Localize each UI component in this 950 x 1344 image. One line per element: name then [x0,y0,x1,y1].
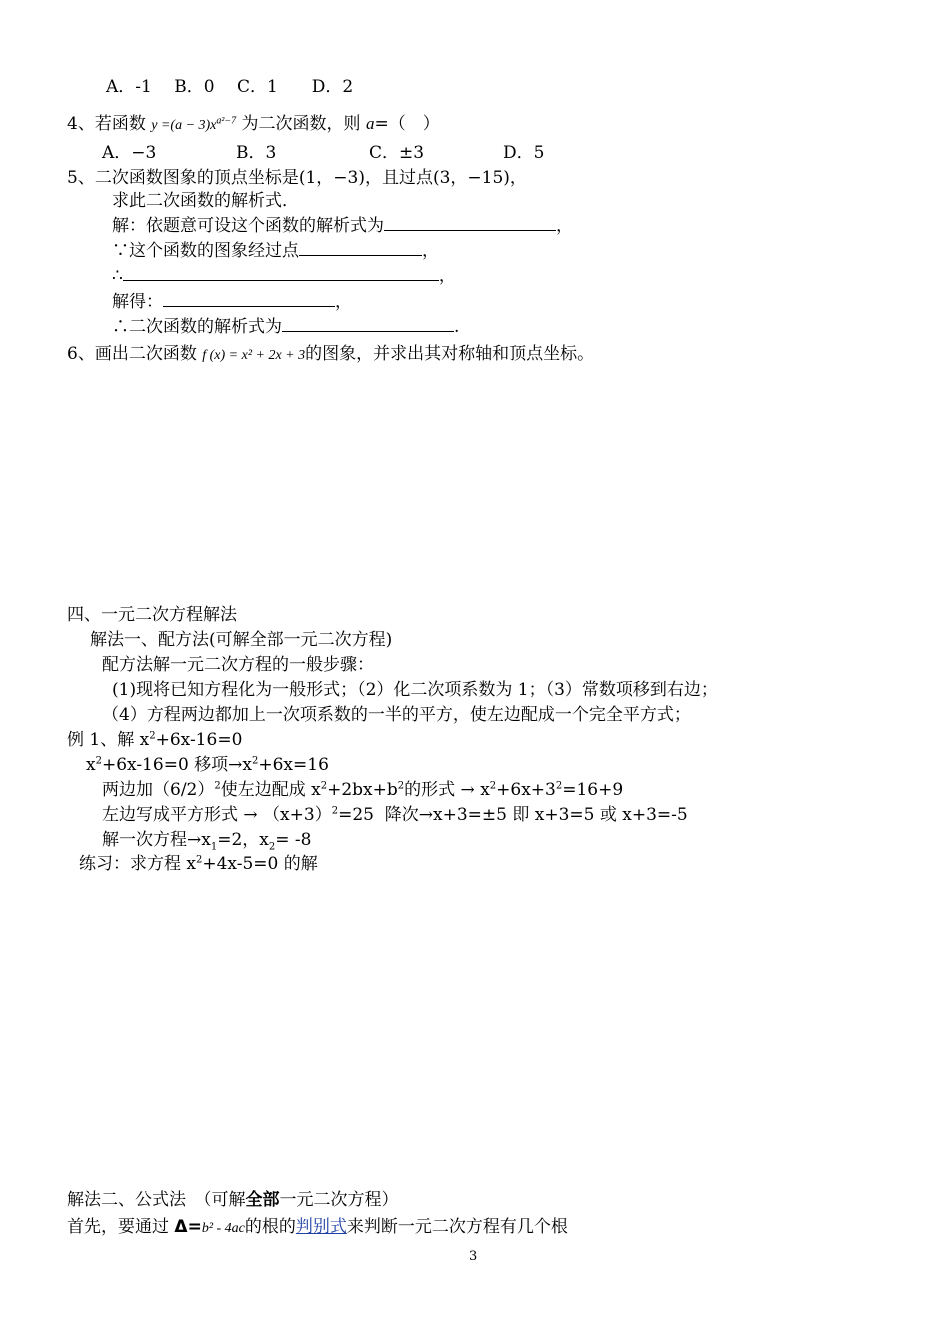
steps-line2: （4）方程两边都加上一次项系数的一半的平方，使左边配成一个完全平方式； [102,705,691,725]
discriminant-c: 来判断一元二次方程有几个根 [346,1217,568,1237]
ex-line3-a: 左边写成平方形式 → （x+3） [102,805,332,825]
practice-b: +4x-5=0 的解 [202,854,318,874]
example1-title-a: 例 1、解 x [67,730,150,750]
q5-line3-text: 解：依题意可设这个函数的解析式为 [112,216,384,236]
delta-symbol: Δ= [174,1217,202,1237]
q3-option-c: C．1 [236,77,278,97]
q5-line7-text: ∴二次函数的解析式为 [112,317,282,337]
example-line3 [102,804,688,826]
practice-a: 练习：求方程 x [79,854,196,874]
q4-option-c: C．±3 [369,143,425,163]
superscript-2: 2 [95,755,102,767]
q5-line4 [112,240,439,262]
q6-suffix: 的图象，并求出其对称轴和顶点坐标。 [305,344,595,364]
q5-line4-text: ∵这个函数的图象经过点 [112,241,299,261]
q5-line6-text: 解得： [112,292,163,312]
q5-blank-expression[interactable] [384,215,556,231]
superscript-2: 2 [252,755,259,767]
superscript-2: 2 [397,780,405,792]
discriminant-line [67,1216,568,1240]
q4-prefix: 4、若函数 [67,114,152,134]
ex-line1-a: x [86,755,96,775]
example-line1 [86,754,329,776]
ex-line2-e: +6x+3 [496,780,556,800]
superscript-2: 2 [489,780,497,792]
ex-line3-b: =25 降次→x+3=±5 即 x+3=5 或 x+3=-5 [338,805,688,825]
q4-option-b-wrap [236,142,276,164]
discriminant-formula: b² - 4ac [201,1221,245,1236]
method2-title-bold: 全部 [245,1190,280,1210]
q5-line5-text: ∴ [112,266,123,286]
q4-option-d-wrap [503,142,544,164]
q4-middle: 为二次函数，则 [236,114,366,134]
q5-line7 [112,316,459,338]
discriminant-a: 首先，要通过 [67,1217,175,1237]
q4-formula-exponent: a²−7 [216,115,237,127]
q5-line5-end: ， [438,266,456,286]
method1-title: 解法一、配方法(可解全部一元二次方程) [90,630,393,650]
superscript-2: 2 [149,730,156,742]
q4-formula [151,115,237,133]
page-number: 3 [469,1249,478,1264]
q5-line3-end: ， [556,216,573,236]
q5-line4-end: ， [422,241,439,261]
q3-options [106,76,353,98]
q4-option-d: D．5 [503,143,545,163]
ex-line4-a: 解一次方程→x [102,830,211,850]
ex-line1-b: +6x-16=0 移项→x [101,755,252,775]
example-line2 [102,779,623,801]
ex-line4-c: = -8 [275,830,312,850]
ex-line1-c: +6x=16 [258,755,329,775]
superscript-2: 2 [196,854,203,866]
q4-question [67,113,440,137]
q4-options [102,142,156,164]
q4-option-a: A．−3 [102,143,157,163]
q5-line1: 5、二次函数图象的顶点坐标是(1，−3)，且过点(3，−15)， [67,168,527,188]
q4-formula-body: =(a − 3)x [157,118,217,133]
q5-blank-answer[interactable] [282,316,454,332]
q5-line7-end: . [454,317,460,337]
method2-title [67,1189,399,1211]
q5-blank-equation[interactable] [123,265,439,281]
ex-line2-b: 使左边配成 x [220,780,321,800]
discriminant-b: 的根的 [244,1217,296,1237]
steps-title: 配方法解一元二次方程的一般步骤： [102,655,374,675]
q6-prefix: 6、画出二次函数 [67,344,203,364]
q4-suffix: =（ ） [374,114,440,134]
superscript-2: 2 [320,780,328,792]
q3-option-d: D．2 [311,77,354,97]
q5-line6-end: ， [335,292,352,312]
steps-line1: (1)现将已知方程化为一般形式；（2）化二次项系数为 1；（3）常数项移到右边； [112,680,718,700]
superscript-2: 2 [214,780,221,792]
q5-blank-solution[interactable] [163,291,335,307]
practice-line [79,853,318,875]
q4-variable: a [365,114,375,133]
superscript-2: 2 [331,805,339,817]
subscript-1: 1 [210,841,218,853]
q4-option-b: B．3 [236,143,277,163]
q5-line6 [112,291,352,313]
q3-option-a: A．-1 [106,77,152,97]
ex-line2-d: 的形式 → x [404,780,490,800]
q4-option-c-wrap [369,142,424,164]
q5-line3 [112,215,573,237]
section4-title: 四、一元二次方程解法 [67,605,237,625]
method2-title-b: 一元二次方程） [279,1190,399,1210]
ex-line4-b: =2，x [217,830,269,850]
superscript-2: 2 [555,780,563,792]
example-line4 [102,829,311,851]
ex-line2-c: +2bx+b [327,780,398,800]
q4-formula-y: y [151,118,158,133]
subscript-2: 2 [268,841,276,853]
q5-line5 [112,265,456,287]
ex-line2-f: =16+9 [562,780,624,800]
q6-formula: f (x) = x² + 2x + 3 [202,348,306,363]
example1-title [67,729,242,751]
q5-blank-point[interactable] [299,240,422,256]
example1-title-b: +6x-16=0 [155,730,243,750]
q5-line2: 求此二次函数的解析式． [112,191,299,211]
method2-title-a: 解法二、公式法 （可解 [67,1190,246,1210]
q3-option-b: B．0 [174,77,215,97]
ex-line2-a: 两边加（6/2） [102,780,215,800]
q6-question [67,343,594,367]
discriminant-link[interactable]: 判别式 [295,1217,347,1237]
